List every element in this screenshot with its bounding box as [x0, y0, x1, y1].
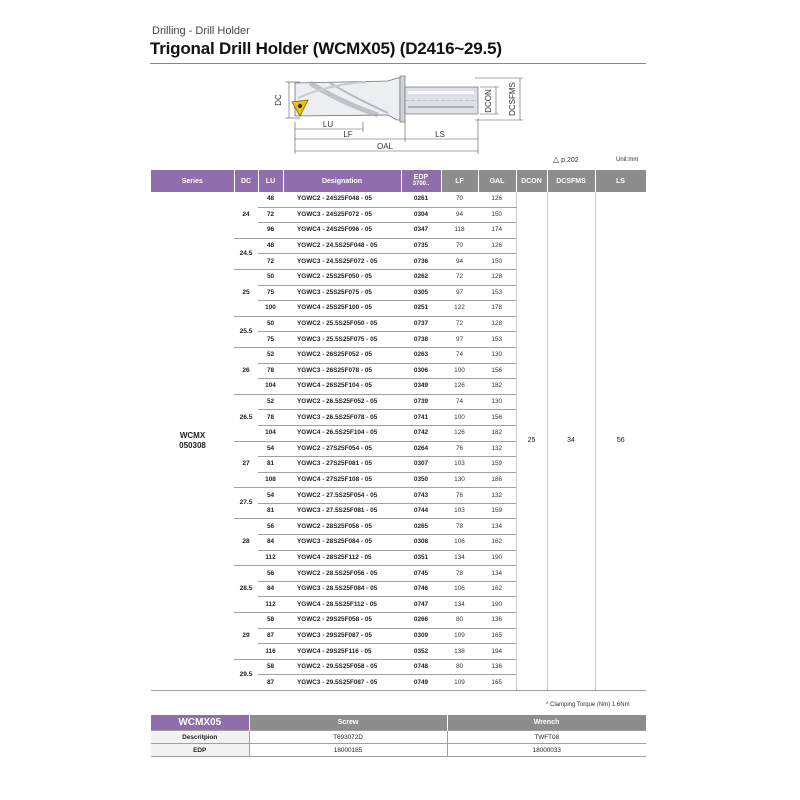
torque-note: * Clamping Torque (Nm) 1.6Nm — [546, 702, 630, 708]
unit-label: Unit:mm — [616, 157, 639, 163]
designation-cell: YGWC2 - 29S25F058 - 05 — [283, 613, 401, 629]
oal-cell: 162 — [478, 581, 516, 597]
lf-cell: 94 — [441, 207, 478, 223]
screw-value: T693072D — [249, 731, 447, 744]
oal-cell: 194 — [478, 644, 516, 660]
designation-cell: YGWC2 - 26S25F052 - 05 — [283, 347, 401, 363]
lu-cell: 52 — [258, 347, 283, 363]
lu-cell: 104 — [258, 379, 283, 395]
lf-cell: 109 — [441, 628, 478, 644]
accessory-row — [151, 744, 646, 757]
lf-cell: 106 — [441, 535, 478, 551]
oal-cell: 165 — [478, 675, 516, 691]
lf-cell: 109 — [441, 675, 478, 691]
edp-cell: 0739 — [401, 394, 441, 410]
header-designation: Designation — [283, 170, 401, 192]
lf-cell: 103 — [441, 457, 478, 473]
reference-text: p.202 — [561, 157, 579, 164]
page-reference[interactable] — [553, 155, 579, 164]
oal-cell: 136 — [478, 659, 516, 675]
designation-cell: YGWC3 - 27.5S25F081 - 05 — [283, 503, 401, 519]
edp-cell: 0749 — [401, 675, 441, 691]
lf-cell: 134 — [441, 550, 478, 566]
lf-cell: 103 — [441, 503, 478, 519]
oal-cell: 182 — [478, 425, 516, 441]
designation-cell: YGWC4 - 24S25F096 - 05 — [283, 223, 401, 239]
edp-cell: 0744 — [401, 503, 441, 519]
edp-cell: 0748 — [401, 659, 441, 675]
edp-cell: 0745 — [401, 566, 441, 582]
designation-cell: YGWC4 - 28.5S25F112 - 05 — [283, 597, 401, 613]
edp-cell: 0735 — [401, 238, 441, 254]
header-wrench: Wrench — [447, 715, 646, 731]
dc-cell: 27.5 — [234, 488, 258, 519]
lu-cell: 50 — [258, 316, 283, 332]
lu-cell: 54 — [258, 488, 283, 504]
lf-cell: 80 — [441, 613, 478, 629]
designation-cell: YGWC3 - 28.5S25F084 - 05 — [283, 581, 401, 597]
designation-cell: YGWC2 - 24S25F048 - 05 — [283, 192, 401, 207]
lf-cell: 74 — [441, 394, 478, 410]
oal-cell: 130 — [478, 347, 516, 363]
edp-cell: 0251 — [401, 301, 441, 317]
lf-cell: 122 — [441, 301, 478, 317]
edp-cell: 0307 — [401, 457, 441, 473]
header-dc: DC — [234, 170, 258, 192]
oal-cell: 134 — [478, 566, 516, 582]
dc-cell: 24.5 — [234, 238, 258, 269]
oal-cell: 128 — [478, 269, 516, 285]
oal-cell: 126 — [478, 192, 516, 207]
edp-cell: 0349 — [401, 379, 441, 395]
header-edp: EDP 3700.. — [401, 170, 441, 192]
lu-cell: 52 — [258, 394, 283, 410]
lf-cell: 72 — [441, 269, 478, 285]
designation-cell: YGWC4 - 26S25F104 - 05 — [283, 379, 401, 395]
lf-cell: 106 — [441, 581, 478, 597]
label-dc: DC — [274, 94, 283, 106]
insert-reference-icon: △ — [553, 155, 560, 164]
dc-cell: 24 — [234, 192, 258, 238]
oal-cell: 126 — [478, 238, 516, 254]
label-ls: LS — [435, 130, 445, 139]
designation-cell: YGWC2 - 27.5S25F054 - 05 — [283, 488, 401, 504]
lf-cell: 78 — [441, 566, 478, 582]
lu-cell: 96 — [258, 223, 283, 239]
oal-cell: 153 — [478, 332, 516, 348]
dc-cell: 25.5 — [234, 316, 258, 347]
lu-cell: 50 — [258, 269, 283, 285]
series-name: WCMX — [179, 431, 206, 440]
oal-cell: 190 — [478, 550, 516, 566]
lu-cell: 78 — [258, 363, 283, 379]
dc-cell: 25 — [234, 269, 258, 316]
lu-cell: 48 — [258, 238, 283, 254]
accessory-row — [151, 731, 646, 744]
designation-cell: YGWC3 - 28S25F084 - 05 — [283, 535, 401, 551]
dc-cell: 27 — [234, 441, 258, 488]
edp-cell: 0306 — [401, 363, 441, 379]
edp-cell: 0351 — [401, 550, 441, 566]
oal-cell: 178 — [478, 301, 516, 317]
wrench-value: 18000033 — [447, 744, 646, 757]
dc-cell: 28.5 — [234, 566, 258, 613]
oal-cell: 130 — [478, 394, 516, 410]
lu-cell: 72 — [258, 254, 283, 270]
lu-cell: 75 — [258, 285, 283, 301]
oal-cell: 132 — [478, 441, 516, 457]
edp-cell: 0746 — [401, 581, 441, 597]
edp-cell: 0736 — [401, 254, 441, 270]
oal-cell: 150 — [478, 207, 516, 223]
header-series: Series — [151, 170, 234, 192]
header-ls: LS — [595, 170, 646, 192]
drill-holder-diagram — [270, 72, 540, 160]
designation-cell: YGWC3 - 26S25F078 - 05 — [283, 363, 401, 379]
lu-cell: 84 — [258, 535, 283, 551]
table-row — [151, 192, 646, 207]
lu-cell: 58 — [258, 659, 283, 675]
designation-cell: YGWC3 - 24S25F072 - 05 — [283, 207, 401, 223]
designation-cell: YGWC2 - 28.5S25F056 - 05 — [283, 566, 401, 582]
edp-cell: 0265 — [401, 519, 441, 535]
lu-cell: 87 — [258, 628, 283, 644]
oal-cell: 150 — [478, 254, 516, 270]
label-dcsfms: DCSFMS — [508, 82, 517, 116]
lu-cell: 87 — [258, 675, 283, 691]
edp-cell: 0743 — [401, 488, 441, 504]
designation-cell: YGWC3 - 25.5S25F075 - 05 — [283, 332, 401, 348]
oal-cell: 156 — [478, 410, 516, 426]
designation-cell: YGWC3 - 24.5S25F072 - 05 — [283, 254, 401, 270]
lu-cell: 112 — [258, 550, 283, 566]
edp-cell: 0263 — [401, 347, 441, 363]
dcsfms-cell: 34 — [547, 192, 595, 691]
lf-cell: 78 — [441, 519, 478, 535]
edp-cell: 0347 — [401, 223, 441, 239]
lu-cell: 112 — [258, 597, 283, 613]
oal-cell: 159 — [478, 457, 516, 473]
accessory-row-label: EDP — [151, 744, 249, 757]
oal-cell: 162 — [478, 535, 516, 551]
dc-cell: 28 — [234, 519, 258, 566]
oal-cell: 159 — [478, 503, 516, 519]
lu-cell: 84 — [258, 581, 283, 597]
lf-cell: 100 — [441, 363, 478, 379]
lf-cell: 72 — [441, 316, 478, 332]
edp-cell: 0741 — [401, 410, 441, 426]
series-code: 050308 — [179, 441, 206, 450]
title-divider — [150, 63, 646, 64]
oal-cell: 186 — [478, 472, 516, 488]
edp-cell: 0742 — [401, 425, 441, 441]
dc-cell: 29 — [234, 613, 258, 660]
edp-cell: 0350 — [401, 472, 441, 488]
lu-cell: 72 — [258, 207, 283, 223]
edp-cell: 0309 — [401, 628, 441, 644]
designation-cell: YGWC4 - 27S25F108 - 05 — [283, 472, 401, 488]
header-lu: LU — [258, 170, 283, 192]
lu-cell: 56 — [258, 519, 283, 535]
lf-cell: 76 — [441, 488, 478, 504]
header-oal: OAL — [478, 170, 516, 192]
lu-cell: 58 — [258, 613, 283, 629]
lf-cell: 70 — [441, 192, 478, 207]
designation-cell: YGWC3 - 26.5S25F078 - 05 — [283, 410, 401, 426]
header-dcsfms: DCSFMS — [547, 170, 595, 192]
designation-cell: YGWC3 - 25S25F075 - 05 — [283, 285, 401, 301]
designation-cell: YGWC4 - 28S25F112 - 05 — [283, 550, 401, 566]
designation-cell: YGWC4 - 29S25F116 - 05 — [283, 644, 401, 660]
lu-cell: 100 — [258, 301, 283, 317]
label-lu: LU — [322, 120, 334, 129]
label-dcon: DCON — [484, 89, 493, 113]
designation-cell: YGWC4 - 25S25F100 - 05 — [283, 301, 401, 317]
designation-cell: YGWC2 - 28S25F056 - 05 — [283, 519, 401, 535]
lf-cell: 134 — [441, 597, 478, 613]
wrench-value: TWFT08 — [447, 731, 646, 744]
lf-cell: 100 — [441, 410, 478, 426]
designation-cell: YGWC2 - 25.5S25F050 - 05 — [283, 316, 401, 332]
accessory-table — [151, 715, 647, 757]
edp-cell: 0737 — [401, 316, 441, 332]
lu-cell: 56 — [258, 566, 283, 582]
lf-cell: 94 — [441, 254, 478, 270]
lu-cell: 81 — [258, 503, 283, 519]
lu-cell: 81 — [258, 457, 283, 473]
designation-cell: YGWC2 - 27S25F054 - 05 — [283, 441, 401, 457]
edp-cell: 0261 — [401, 192, 441, 207]
edp-cell: 0308 — [401, 535, 441, 551]
lu-cell: 104 — [258, 425, 283, 441]
oal-cell: 165 — [478, 628, 516, 644]
oal-cell: 128 — [478, 316, 516, 332]
designation-cell: YGWC3 - 29.5S25F087 - 05 — [283, 675, 401, 691]
designation-cell: YGWC4 - 26.5S25F104 - 05 — [283, 425, 401, 441]
oal-cell: 153 — [478, 285, 516, 301]
lu-cell: 78 — [258, 410, 283, 426]
lf-cell: 130 — [441, 472, 478, 488]
edp-cell: 0305 — [401, 285, 441, 301]
lu-cell: 116 — [258, 644, 283, 660]
dc-cell: 26.5 — [234, 394, 258, 441]
lf-cell: 126 — [441, 425, 478, 441]
edp-cell: 0352 — [401, 644, 441, 660]
lf-cell: 126 — [441, 379, 478, 395]
page-title: Trigonal Drill Holder (WCMX05) (D2416~29.5) — [150, 39, 502, 58]
holder-table — [151, 170, 647, 691]
edp-cell: 0747 — [401, 597, 441, 613]
lu-cell: 54 — [258, 441, 283, 457]
header-screw: Screw — [249, 715, 447, 731]
designation-cell: YGWC2 - 25S25F050 - 05 — [283, 269, 401, 285]
lf-cell: 97 — [441, 332, 478, 348]
lf-cell: 70 — [441, 238, 478, 254]
designation-cell: YGWC3 - 27S25F081 - 05 — [283, 457, 401, 473]
lf-cell: 97 — [441, 285, 478, 301]
accessory-row-label: Descritpion — [151, 731, 249, 744]
lu-cell: 48 — [258, 192, 283, 207]
oal-cell: 182 — [478, 379, 516, 395]
header-dcon: DCON — [516, 170, 547, 192]
table-header-row — [151, 170, 646, 192]
screw-value: 18000185 — [249, 744, 447, 757]
oal-cell: 132 — [478, 488, 516, 504]
oal-cell: 134 — [478, 519, 516, 535]
edp-cell: 0264 — [401, 441, 441, 457]
designation-cell: YGWC2 - 26.5S25F052 - 05 — [283, 394, 401, 410]
lf-cell: 74 — [441, 347, 478, 363]
designation-cell: YGWC3 - 29S25F087 - 05 — [283, 628, 401, 644]
oal-cell: 190 — [478, 597, 516, 613]
dc-cell: 29.5 — [234, 659, 258, 690]
lf-cell: 76 — [441, 441, 478, 457]
accessory-title: WCMX05 — [151, 715, 249, 731]
oal-cell: 174 — [478, 223, 516, 239]
edp-cell: 0266 — [401, 613, 441, 629]
lu-cell: 108 — [258, 472, 283, 488]
ls-cell: 56 — [595, 192, 646, 691]
designation-cell: YGWC2 - 24.5S25F048 - 05 — [283, 238, 401, 254]
lf-cell: 118 — [441, 223, 478, 239]
oal-cell: 136 — [478, 613, 516, 629]
dcon-cell: 25 — [516, 192, 547, 691]
lf-cell: 138 — [441, 644, 478, 660]
designation-cell: YGWC2 - 29.5S25F058 - 05 — [283, 659, 401, 675]
edp-cell: 0262 — [401, 269, 441, 285]
header-lf: LF — [441, 170, 478, 192]
oal-cell: 156 — [478, 363, 516, 379]
dc-cell: 26 — [234, 347, 258, 394]
series-cell — [151, 192, 234, 691]
breadcrumb: Drilling - Drill Holder — [152, 25, 250, 37]
lf-cell: 80 — [441, 659, 478, 675]
label-oal: OAL — [376, 142, 394, 151]
edp-cell: 0304 — [401, 207, 441, 223]
edp-cell: 0738 — [401, 332, 441, 348]
lu-cell: 75 — [258, 332, 283, 348]
label-lf: LF — [343, 130, 353, 139]
